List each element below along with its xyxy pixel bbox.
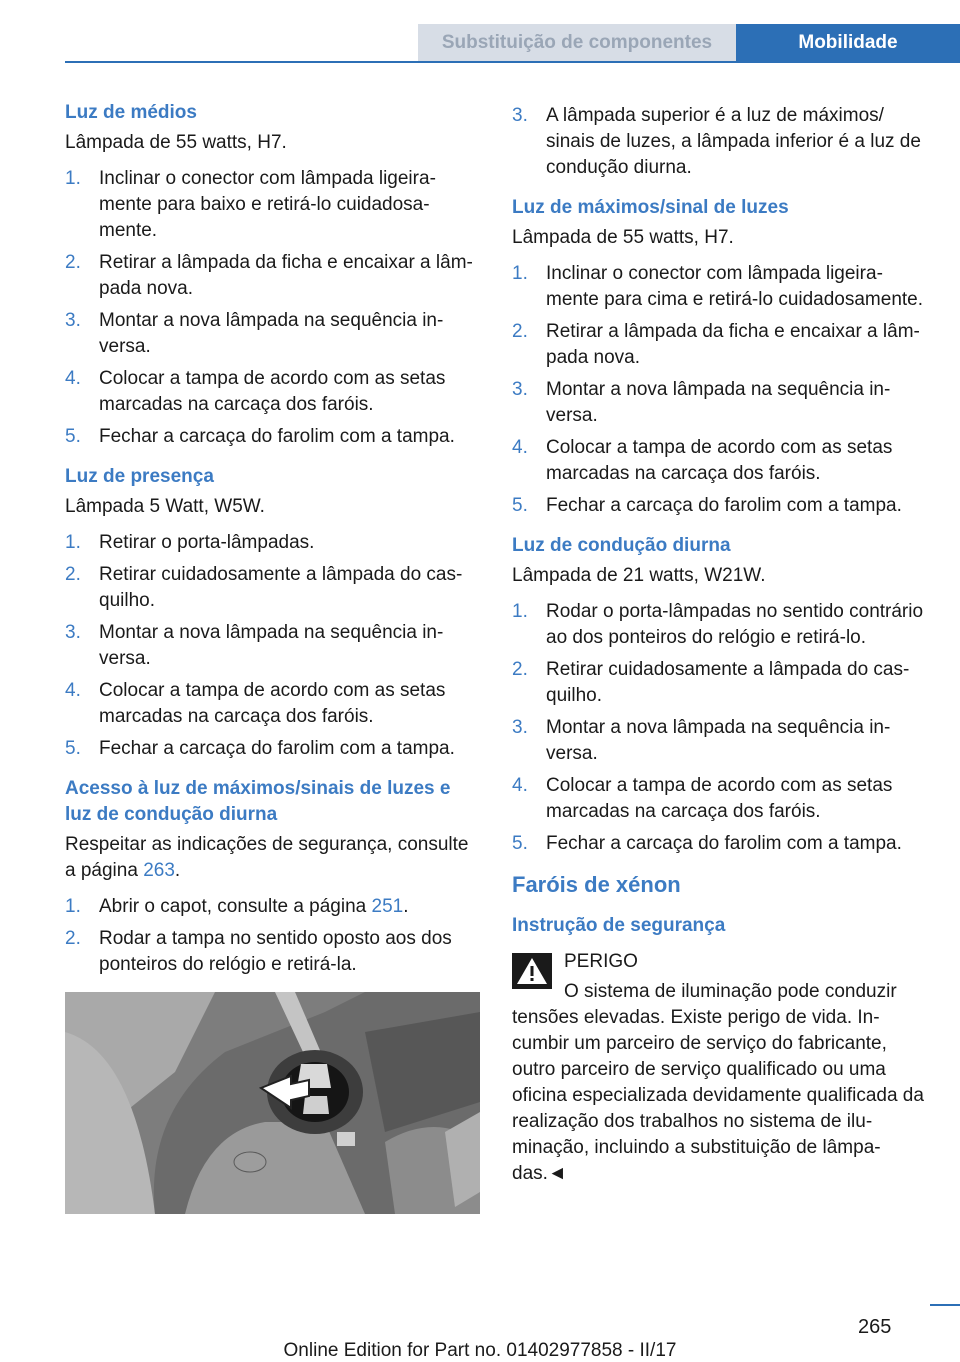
step-text: Montar a nova lâmpada na sequência inversa. — [546, 717, 891, 764]
footer-edition: Online Edition for Part no. 01402977858 - II/17 — [283, 1340, 677, 1361]
step-text: Retirar cuidadosamente a lâmpada do casquilho. — [99, 564, 463, 611]
step-text: Colocar a tampa de acordo com as setas marcadas na carcaça dos faróis. — [99, 680, 446, 727]
warning-text: O sistema de iluminação pode conduzir tensões elevadas. Existe perigo de vida. Incumbir um parceiro de serviço do fabricante, outro parceiro de serviço qualificado ou uma oficina especializada devidamente qualificada da realização dos trabalhos no sistema de iluminação, incluindo a substituição de lâmpadas.◄ — [512, 981, 924, 1184]
list-item — [65, 530, 480, 556]
section-high-beam — [512, 195, 927, 519]
list-item — [65, 926, 480, 978]
left-column — [65, 100, 480, 1214]
steps-list — [65, 894, 480, 978]
step-number: 4. — [65, 680, 81, 701]
section-daytime-running-light — [512, 533, 927, 857]
section-heading: Luz de presença — [65, 466, 214, 487]
step-number: 5. — [65, 426, 81, 447]
step-text: Fechar a carcaça do farolim com a tampa. — [99, 738, 455, 759]
step-text: Colocar a tampa de acordo com as setas marcadas na carcaça dos faróis. — [546, 437, 893, 484]
step-number: 3. — [65, 622, 81, 643]
engine-bay-photo — [65, 992, 480, 1214]
step-text: Montar a nova lâmpada na sequência inversa. — [99, 622, 444, 669]
list-item — [512, 103, 927, 181]
section-access-high-beam — [65, 776, 480, 978]
step-number: 3. — [512, 379, 528, 400]
list-item — [65, 424, 480, 450]
list-item — [65, 562, 480, 614]
section-heading: Luz de condução diurna — [512, 535, 731, 556]
step-number: 2. — [65, 252, 81, 273]
section-subheading: Instrução de segurança — [512, 915, 726, 936]
step-text: Rodar a tampa no sentido oposto aos dos ponteiros do relógio e retirá-la. — [99, 928, 452, 975]
section-low-beam — [65, 100, 480, 450]
chapter-tab: Mobilidade — [736, 24, 960, 62]
list-item — [512, 831, 927, 857]
step-text: Montar a nova lâmpada na sequência inversa. — [546, 379, 891, 426]
list-item — [512, 319, 927, 371]
page-reference-link[interactable]: 251 — [371, 896, 404, 917]
step-number: 1. — [512, 263, 528, 284]
step-number: 3. — [65, 310, 81, 331]
list-item — [65, 250, 480, 302]
list-item — [512, 261, 927, 313]
warning-triangle-icon — [512, 953, 552, 989]
section-intro: Lâmpada 5 Watt, W5W. — [65, 496, 265, 517]
header-divider — [65, 61, 960, 63]
step-text: Fechar a carcaça do farolim com a tampa. — [546, 833, 902, 854]
step-text: Retirar o porta-lâmpadas. — [99, 532, 315, 553]
steps-list — [512, 599, 927, 857]
warning-box — [512, 949, 927, 1187]
list-item — [512, 435, 927, 487]
list-item — [65, 894, 480, 920]
step-number: 5. — [512, 495, 528, 516]
list-item — [65, 308, 480, 360]
step-text: Colocar a tampa de acordo com as setas marcadas na carcaça dos faróis. — [99, 368, 446, 415]
intro-text-end: . — [174, 860, 181, 881]
page-header — [0, 0, 960, 62]
warning-title: PERIGO — [564, 951, 638, 972]
step-number: 3. — [512, 105, 528, 126]
section-heading: Acesso à luz de máximos/sinais de luzes e luz de condução diurna — [65, 778, 451, 825]
section-intro: Lâmpada de 55 watts, H7. — [512, 227, 734, 248]
list-item — [65, 736, 480, 762]
step-number: 5. — [65, 738, 81, 759]
step-number: 2. — [65, 564, 81, 585]
list-item — [512, 715, 927, 767]
step-number: 3. — [512, 717, 528, 738]
steps-list — [512, 261, 927, 519]
list-item — [65, 366, 480, 418]
list-item — [512, 599, 927, 651]
page-number: 265 — [858, 1316, 892, 1338]
section-intro: Lâmpada de 21 watts, W21W. — [512, 565, 766, 586]
section-intro: Lâmpada de 55 watts, H7. — [65, 132, 287, 153]
step-text: Rodar o porta-lâmpadas no sentido contrário ao dos ponteiros do relógio e retirá-lo. — [546, 601, 924, 648]
list-item — [512, 657, 927, 709]
page-reference-link[interactable]: 263 — [143, 860, 175, 881]
list-item — [65, 166, 480, 244]
step-text: Colocar a tampa de acordo com as setas marcadas na carcaça dos faróis. — [546, 775, 893, 822]
step-text: Retirar a lâmpada da ficha e encaixar a lâmpada nova. — [546, 321, 920, 368]
step-number: 5. — [512, 833, 528, 854]
step-number: 1. — [512, 601, 528, 622]
steps-list — [512, 103, 927, 181]
step-number: 2. — [512, 659, 528, 680]
step-number: 4. — [512, 437, 528, 458]
right-column — [512, 100, 927, 1187]
section-title: Faróis de xénon — [512, 872, 681, 897]
step-number: 1. — [65, 532, 81, 553]
section-parking-light — [65, 464, 480, 762]
step-text: Inclinar o conector com lâmpada ligeiramente para baixo e retirá-lo cuidadosamente. — [99, 168, 436, 241]
list-item — [65, 678, 480, 730]
section-heading: Luz de médios — [65, 102, 197, 123]
intro-text: Respeitar as indicações de segurança, consulte a página — [65, 834, 469, 881]
section-heading: Luz de máximos/sinal de luzes — [512, 197, 789, 218]
steps-list — [65, 530, 480, 762]
step-text: Abrir o capot, consulte a página — [99, 896, 372, 917]
step-text: A lâmpada superior é a luz de máximos/ sinais de luzes, a lâmpada inferior é a luz de condução diurna. — [546, 105, 921, 178]
step-number: 2. — [65, 928, 81, 949]
steps-list — [65, 166, 480, 450]
step-text: Montar a nova lâmpada na sequência inversa. — [99, 310, 444, 357]
list-item — [512, 773, 927, 825]
footer-divider — [930, 1304, 960, 1306]
step-text: Retirar cuidadosamente a lâmpada do casquilho. — [546, 659, 910, 706]
section-intro — [65, 832, 480, 884]
section-xenon-headlights — [512, 871, 927, 1187]
step-number: 1. — [65, 168, 81, 189]
step-number: 1. — [65, 896, 81, 917]
list-item — [512, 493, 927, 519]
section-tab: Substituição de componentes — [418, 24, 736, 62]
list-item — [512, 377, 927, 429]
step-number: 4. — [65, 368, 81, 389]
step-number: 4. — [512, 775, 528, 796]
list-item — [65, 620, 480, 672]
step-text-end: . — [403, 896, 409, 917]
step-text: Fechar a carcaça do farolim com a tampa. — [99, 426, 455, 447]
step-text: Fechar a carcaça do farolim com a tampa. — [546, 495, 902, 516]
step-number: 2. — [512, 321, 528, 342]
step-text: Retirar a lâmpada da ficha e encaixar a lâmpada nova. — [99, 252, 473, 299]
step-text: Inclinar o conector com lâmpada ligeiramente para cima e retirá-lo cuidadosamente. — [546, 263, 924, 310]
